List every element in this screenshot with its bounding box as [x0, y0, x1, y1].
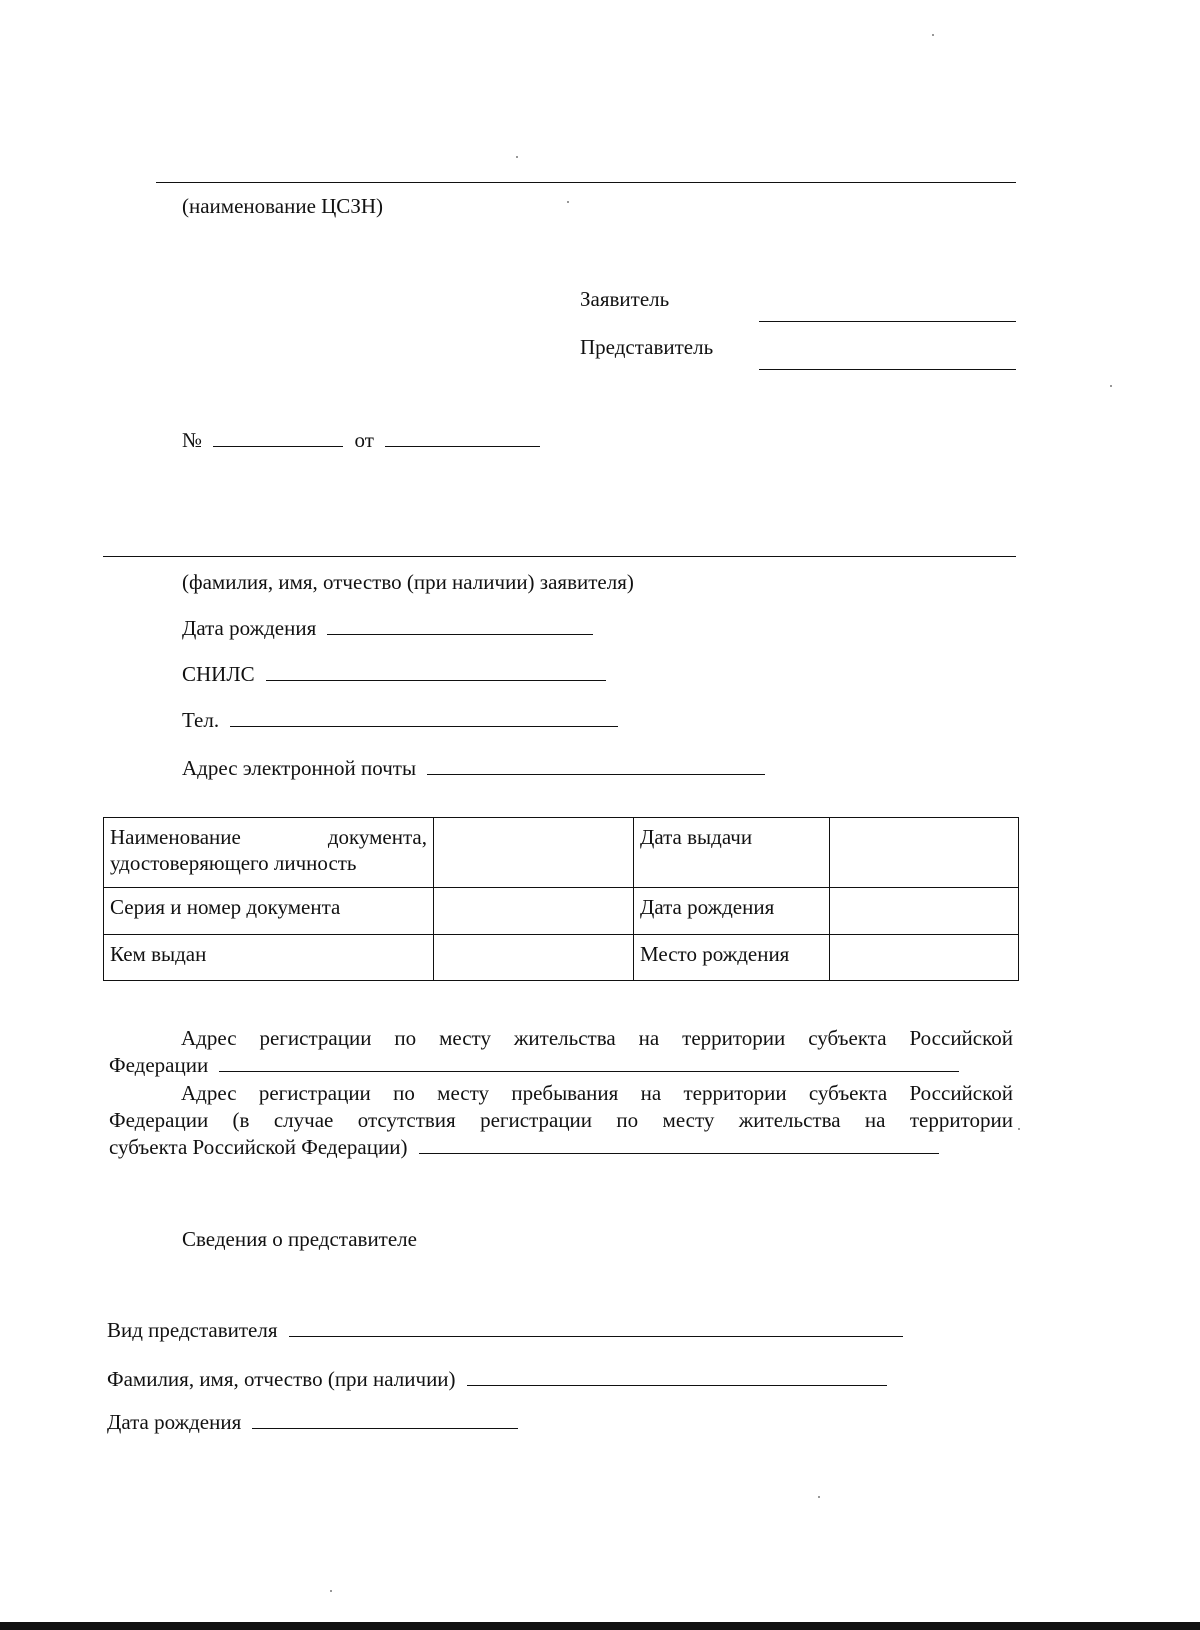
rep-fio-label: Фамилия, имя, отчество (при наличии)	[107, 1367, 456, 1391]
issue-date-label-cell	[634, 818, 830, 888]
doc-name-label-line2: удостоверяющего личность	[110, 851, 357, 875]
applicant-label: Заявитель	[580, 287, 670, 311]
series-number-value-cell[interactable]	[434, 888, 634, 935]
birth-place-label: Место рождения	[640, 942, 790, 966]
series-number-label-cell	[104, 888, 434, 935]
scan-speck	[516, 156, 518, 158]
rep-type-label: Вид представителя	[107, 1318, 278, 1342]
birth-place-value-cell[interactable]	[830, 935, 1019, 981]
stay-address-line2: Федерации (в случае отсутствия регистрации по месту жительства на территории	[109, 1108, 1013, 1132]
issued-by-label-cell	[104, 935, 434, 981]
birth-date-label: Дата рождения	[182, 616, 317, 640]
doc-birth-date-value-cell[interactable]	[830, 888, 1019, 935]
birth-date-field[interactable]	[327, 616, 593, 635]
scan-speck	[567, 201, 569, 203]
org-name-line[interactable]	[156, 182, 1016, 183]
representative-line[interactable]	[759, 369, 1016, 370]
date-field[interactable]	[385, 428, 540, 447]
stay-address-block	[109, 1080, 1013, 1161]
doc-name-value-cell[interactable]	[434, 818, 634, 888]
doc-name-label-part1: Наименование	[110, 825, 241, 849]
scan-speck	[932, 34, 934, 36]
table-row	[104, 888, 1019, 935]
representative-section-title: Сведения о представителе	[182, 1227, 417, 1251]
org-name-caption: (наименование ЦСЗН)	[182, 194, 383, 218]
birth-place-label-cell	[634, 935, 830, 981]
email-label: Адрес электронной почты	[182, 756, 417, 780]
issued-by-label: Кем выдан	[110, 942, 207, 966]
number-sign: №	[182, 428, 203, 452]
table-row	[104, 935, 1019, 981]
snils-label: СНИЛС	[182, 662, 255, 686]
table-row	[104, 818, 1019, 888]
applicant-fio-line[interactable]	[103, 556, 1016, 557]
stay-address-line1: Адрес регистрации по месту пребывания на территории субъекта Российской	[181, 1081, 1013, 1105]
snils-field[interactable]	[266, 662, 606, 681]
rep-fio-field[interactable]	[467, 1367, 887, 1386]
representative-label: Представитель	[580, 335, 714, 359]
rep-birth-date-row	[107, 1410, 518, 1434]
id-document-table	[103, 817, 1019, 981]
residence-address-line2: Федерации	[109, 1053, 209, 1077]
applicant-fio-caption: (фамилия, имя, отчество (при наличии) заявителя)	[182, 570, 634, 594]
doc-name-label-cell	[104, 818, 434, 888]
stay-address-field[interactable]	[419, 1135, 939, 1154]
residence-address-line2-row	[109, 1052, 1013, 1079]
applicant-line[interactable]	[759, 321, 1016, 322]
scan-speck	[330, 1590, 332, 1592]
stay-address-line3-row	[109, 1134, 1013, 1161]
number-row	[182, 428, 540, 452]
series-number-label: Серия и номер документа	[110, 895, 341, 919]
scan-speck	[818, 1496, 820, 1498]
issued-by-value-cell[interactable]	[434, 935, 634, 981]
number-field[interactable]	[213, 428, 343, 447]
birth-date-row	[182, 616, 593, 640]
rep-type-field[interactable]	[289, 1318, 903, 1337]
residence-address-field[interactable]	[219, 1053, 959, 1072]
issue-date-label: Дата выдачи	[640, 825, 753, 849]
from-label: от	[354, 428, 374, 452]
residence-address-block	[109, 1025, 1013, 1079]
rep-birth-date-field[interactable]	[252, 1410, 518, 1429]
phone-field[interactable]	[230, 708, 618, 727]
scan-speck	[1018, 1128, 1020, 1130]
residence-address-line1: Адрес регистрации по месту жительства на территории субъекта Российской	[181, 1026, 1013, 1050]
email-field[interactable]	[427, 756, 765, 775]
scan-bottom-edge	[0, 1622, 1200, 1630]
phone-label: Тел.	[182, 708, 220, 732]
snils-row	[182, 662, 606, 686]
rep-type-row	[107, 1318, 903, 1342]
phone-row	[182, 708, 618, 732]
scan-speck	[1110, 385, 1112, 387]
stay-address-line3: субъекта Российской Федерации)	[109, 1135, 408, 1159]
rep-birth-date-label: Дата рождения	[107, 1410, 242, 1434]
doc-birth-date-label: Дата рождения	[640, 895, 775, 919]
doc-name-label-part2: документа,	[327, 825, 427, 849]
email-row	[182, 756, 765, 780]
rep-fio-row	[107, 1367, 887, 1391]
doc-birth-date-label-cell	[634, 888, 830, 935]
issue-date-value-cell[interactable]	[830, 818, 1019, 888]
